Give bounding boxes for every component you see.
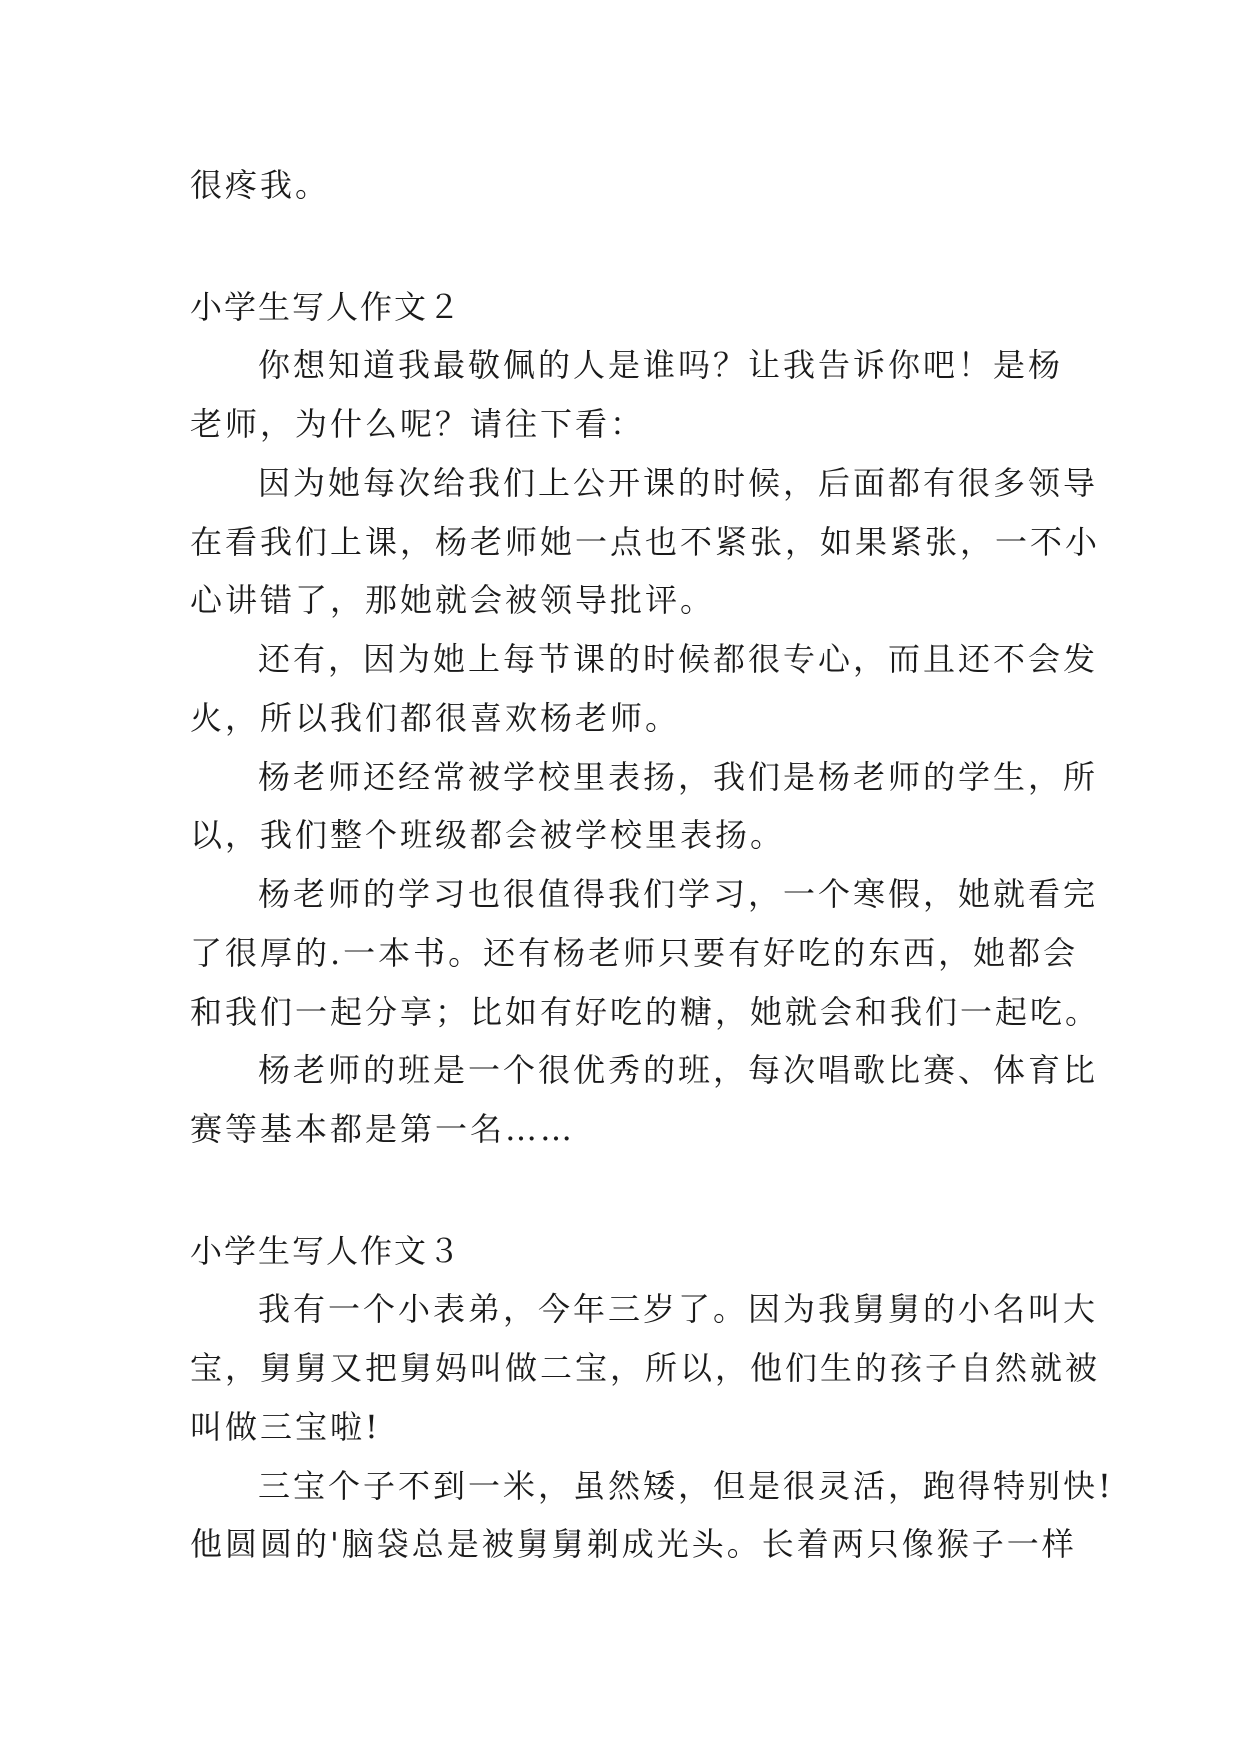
paragraph-line: 杨老师的学习也很值得我们学习，一个寒假，她就看完 [258,875,1099,913]
paragraph-line: 很疼我。 [190,166,331,204]
paragraph-line: 你想知道我最敬佩的人是谁吗？让我告诉你吧！是杨 [258,346,1064,384]
paragraph-line: 宝，舅舅又把舅妈叫做二宝，所以，他们生的孩子自然就被 [190,1349,1101,1387]
paragraph-line: 杨老师还经常被学校里表扬，我们是杨老师的学生，所 [258,758,1099,796]
paragraph-line: 在看我们上课，杨老师她一点也不紧张，如果紧张，一不小 [190,523,1101,561]
paragraph-line: 以，我们整个班级都会被学校里表扬。 [190,816,786,854]
section-heading-3: 小学生写人作文３ [190,1232,463,1270]
paragraph-line: 了很厚的.一本书。还有杨老师只要有好吃的东西，她都会 [190,934,1079,972]
paragraph-line: 杨老师的班是一个很优秀的班，每次唱歌比赛、体育比 [258,1051,1099,1089]
paragraph-line: 叫做三宝啦! [190,1408,381,1446]
section-heading-2: 小学生写人作文２ [190,288,463,326]
paragraph-line: 老师，为什么呢？请往下看： [190,405,646,443]
paragraph-line: 三宝个子不到一米，虽然矮，但是很灵活，跑得特别快! [258,1467,1114,1505]
paragraph-line: 还有，因为她上每节课的时候都很专心，而且还不会发 [258,640,1099,678]
paragraph-line: 赛等基本都是第一名…… [190,1110,576,1148]
paragraph-line: 我有一个小表弟，今年三岁了。因为我舅舅的小名叫大 [258,1290,1099,1328]
paragraph-line: 他圆圆的'脑袋总是被舅舅剃成光头。长着两只像猴子一样 [190,1525,1077,1563]
paragraph-line: 心讲错了，那她就会被领导批评。 [190,581,716,619]
paragraph-line: 和我们一起分享；比如有好吃的糖，她就会和我们一起吃。 [190,993,1101,1031]
paragraph-line: 因为她每次给我们上公开课的时候，后面都有很多领导 [258,464,1099,502]
paragraph-line: 火，所以我们都很喜欢杨老师。 [190,699,681,737]
